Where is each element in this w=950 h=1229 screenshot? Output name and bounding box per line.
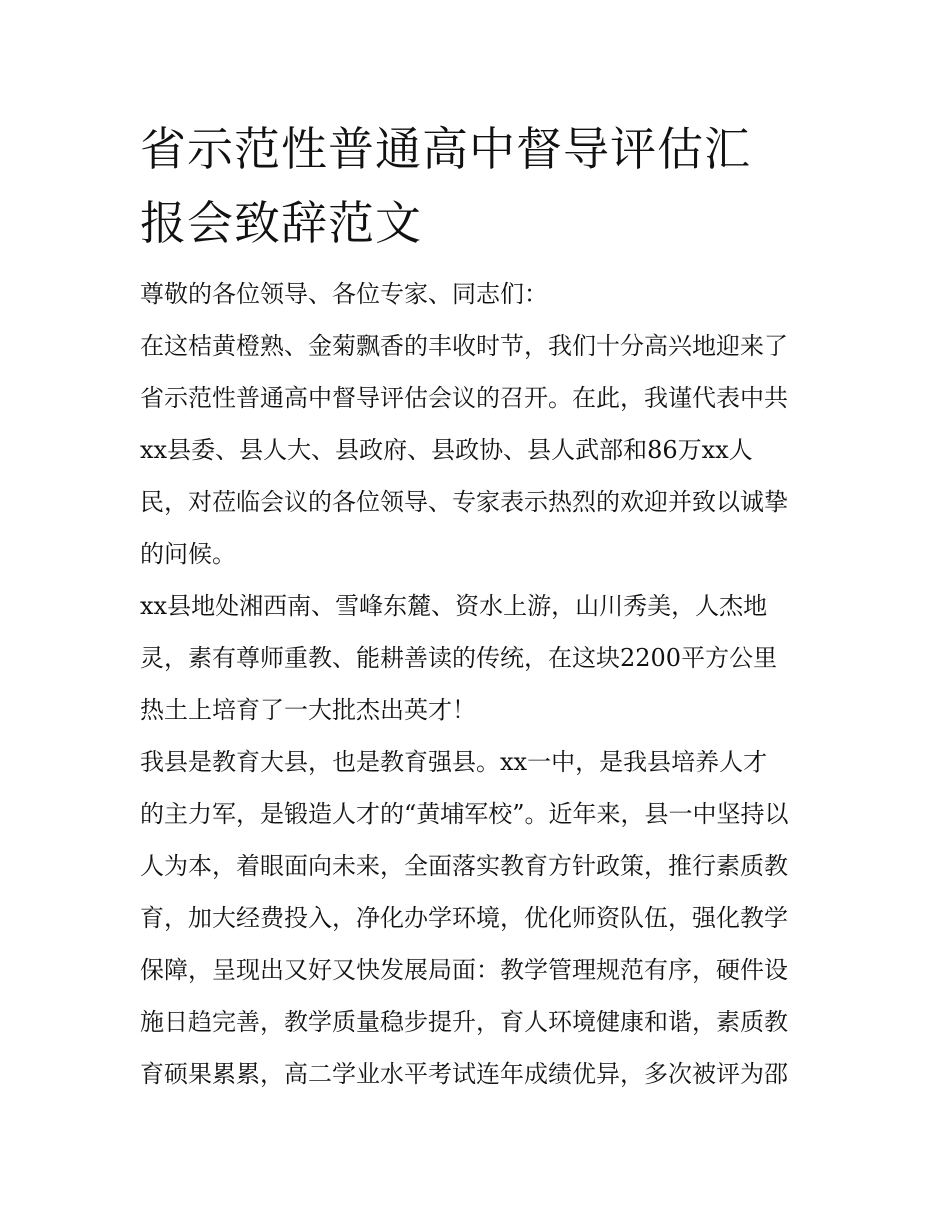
text-line: 的问候。 <box>140 540 236 568</box>
document-title <box>140 112 820 260</box>
text-line: 的主力军，是锻造人才的“黄埔军校”。近年来，县一中坚持以 <box>140 800 789 828</box>
welcome-paragraph <box>140 320 820 580</box>
county-paragraph <box>140 580 820 736</box>
text-line: xx县地处湘西南、雪峰东麓、资水上游，山川秀美，人杰地 <box>140 592 768 620</box>
text-line: 育硕果累累，高二学业水平考试连年成绩优异，多次被评为邵 <box>140 1060 788 1088</box>
salutation-paragraph <box>140 268 820 320</box>
text-line: 灵，素有尊师重教、能耕善读的传统，在这块2200平方公里 <box>140 644 778 672</box>
text-line: 保障，呈现出又好又快发展局面：教学管理规范有序，硬件设 <box>140 956 788 984</box>
title-line: 省示范性普通高中督导评估汇 <box>140 122 751 176</box>
text-line: 尊敬的各位领导、各位专家、同志们： <box>140 280 548 308</box>
title-line: 报会致辞范文 <box>140 196 422 250</box>
text-line: 我县是教育大县，也是教育强县。xx一中，是我县培养人才 <box>140 748 768 776</box>
text-line: 热土上培育了一大批杰出英才！ <box>140 696 476 724</box>
document-page <box>140 112 820 1100</box>
education-paragraph <box>140 736 820 1100</box>
text-line: 施日趋完善，教学质量稳步提升，育人环境健康和谐，素质教 <box>140 1008 788 1036</box>
text-line: 育，加大经费投入，净化办学环境，优化师资队伍，强化教学 <box>140 904 788 932</box>
text-line: 民，对莅临会议的各位领导、专家表示热烈的欢迎并致以诚挚 <box>140 488 788 516</box>
text-line: xx县委、县人大、县政府、县政协、县人武部和86万xx人 <box>140 436 753 464</box>
text-line: 人为本，着眼面向未来，全面落实教育方针政策，推行素质教 <box>140 852 788 880</box>
text-line: 省示范性普通高中督导评估会议的召开。在此，我谨代表中共 <box>140 384 788 412</box>
text-line: 在这桔黄橙熟、金菊飘香的丰收时节，我们十分高兴地迎来了 <box>140 332 788 360</box>
